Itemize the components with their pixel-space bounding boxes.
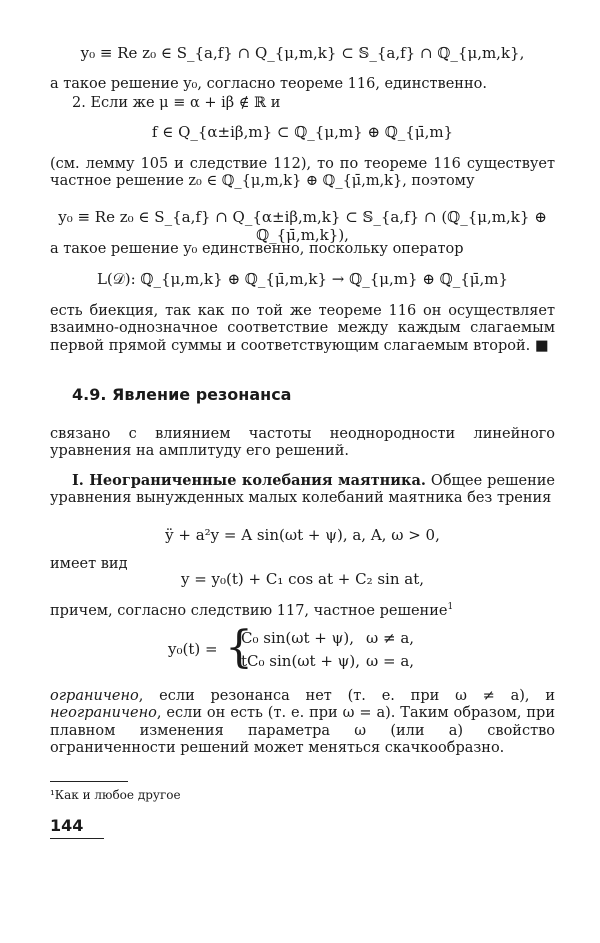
- cases-row-2-expr: tC₀ sin(ωt + ψ),: [241, 652, 361, 670]
- equation-y0: y₀ ≡ Re z₀ ∈ S_{a,f} ∩ Q_{α±iβ,m,k} ⊂ 𝕊_{a,f} ∩ (ℚ_{μ,m,k} ⊕ ℚ_{μ̄,m,k}),: [58, 208, 547, 244]
- word-bounded: ограничено: [50, 688, 139, 704]
- cases-brace: {: [225, 622, 253, 673]
- cases-row-1: [241, 629, 415, 647]
- paragraph-intro: связано с влиянием частоты неоднородности линейного уравнения на амплитуду его решений.: [50, 426, 555, 460]
- cases-lhs: y₀(t) =: [168, 640, 218, 658]
- cases-row-2-cond: ω = a,: [366, 652, 415, 670]
- paragraph-pendulum-text: Общее решение уравнения вынужденных малых колебаний маятника без трения: [50, 473, 555, 507]
- subsection-title: I. Неограниченные колебания маятника.: [72, 472, 426, 489]
- equation-top: y₀ ≡ Re z₀ ∈ S_{a,f} ∩ Q_{μ,m,k} ⊂ 𝕊_{a,f} ∩ ℚ_{μ,m,k},: [80, 44, 525, 62]
- paragraph-bijection: есть биекция, так как по той же теореме 116 он осуществляет взаимно-однозначное соответствие между каждым слагаемым первой прямой суммы и соответствующим слагаемым второй. ■: [50, 303, 555, 354]
- equation-operator: L(𝒟): ℚ_{μ,m,k} ⊕ ℚ_{μ̄,m,k} → ℚ_{μ,m} ⊕ ℚ_{μ̄,m}: [96, 270, 509, 288]
- equation-general-solution: y = y₀(t) + C₁ cos at + C₂ sin at,: [180, 570, 425, 588]
- paragraph-lemma: (см. лемму 105 и следствие 112), то по теореме 116 существует частное решение z₀ ∈ ℚ_{μ,m,k} ⊕ ℚ_{μ̄,m,k}, поэтому: [50, 156, 555, 190]
- footnote-text: ¹Как и любое другое: [50, 788, 181, 802]
- word-unbounded: неограничено: [50, 705, 157, 722]
- cases-equation: [168, 622, 448, 674]
- paragraph-bounded-text-2: , если он есть (т. е. при ω = a). Таким образом, при плавном изменения параметра ω (или a) свойство ограниченности решений может меняться скачкообразно.: [50, 705, 555, 757]
- text-line-unique: а такое решение y₀, согласно теореме 116, единственно.: [50, 76, 487, 92]
- cases-row-2: [241, 652, 415, 670]
- section-heading: 4.9. Явление резонанса: [72, 385, 292, 404]
- item-2-text: 2. Если же μ ≡ α + iβ ∉ ℝ и: [72, 95, 281, 111]
- page-number: 144: [50, 816, 84, 835]
- paragraph-bounded: [50, 688, 555, 758]
- paragraph-bounded-text-1: , если резонанса нет (т. е. при ω ≠ a), и: [138, 688, 555, 704]
- text-line-moreover: [50, 599, 555, 620]
- text-line-operator: а такое решение y₀ единственно, поскольку оператор: [50, 241, 464, 257]
- page-number-rule: [50, 838, 104, 839]
- equation-pendulum: ÿ + a²y = A sin(ωt + ψ), a, A, ω > 0,: [165, 526, 440, 544]
- text-line-moreover-text: причем, согласно следствию 117, частное решение: [50, 602, 448, 619]
- cases-row-1-expr: C₀ sin(ωt + ψ),: [241, 629, 355, 647]
- cases-row-1-cond: ω ≠ a,: [366, 629, 415, 647]
- footnote-mark: 1: [447, 602, 454, 612]
- text-line-has-form: имеет вид: [50, 556, 128, 572]
- footnote-rule: [50, 781, 128, 782]
- equation-f: f ∈ Q_{α±iβ,m} ⊂ ℚ_{μ,m} ⊕ ℚ_{μ̄,m}: [151, 123, 454, 141]
- paragraph-pendulum: [50, 472, 555, 508]
